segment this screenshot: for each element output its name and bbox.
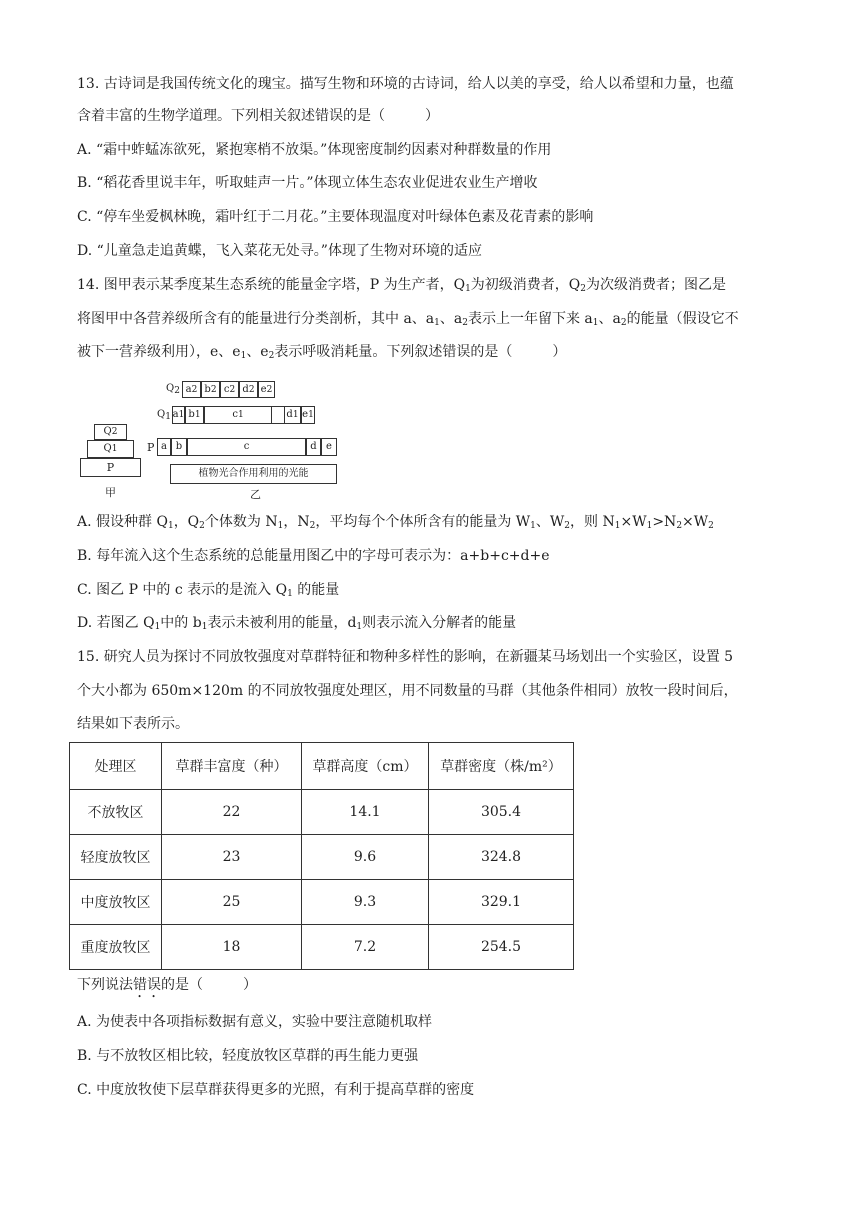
table-row — [70, 925, 574, 970]
q15-stem-line3: 结果如下表所示。 — [77, 716, 189, 732]
table-cell: 23 — [162, 835, 302, 880]
table-cell: 329.1 — [429, 880, 574, 925]
yi-p-b: b — [171, 438, 187, 456]
table-cell: 25 — [162, 880, 302, 925]
yi-q2-e2: e 2 — [258, 381, 275, 398]
q13-option-a: A. “霜中蚱蜢冻欲死，紧抱寒梢不放渠。”体现密度制约因素对种群数量的作用 — [77, 142, 552, 158]
table-header: 草群丰富度（种） — [162, 743, 302, 790]
q14-stem-line3: 被下一营养级利用），e、$e_1$、$e_2$表示呼吸消耗量。下列叙述错误的是（ ） — [77, 344, 567, 361]
q15-option-c: C. 中度放牧使下层草群获得更多的光照，有利于提高草群的密度 — [77, 1082, 475, 1098]
pyramid-q1: Q 1 — [87, 440, 134, 458]
pyramid-q2: Q 2 — [94, 424, 127, 440]
q13-stem-line2: 含着丰富的生物学道理。下列相关叙述错误的是（ ） — [77, 108, 439, 124]
q14-option-c: C. 图乙 P 中的 c 表示的是流入 $Q_1$ 的能量 — [77, 582, 340, 599]
table-cell: 18 — [162, 925, 302, 970]
table-header: 处理区 — [70, 743, 162, 790]
figure-yi-caption: 乙 — [250, 488, 261, 501]
q15-stem-line1: 15. 研究人员为探讨不同放牧强度对草群特征和物种多样性的影响，在新疆某马场划出一个实验区，设置 5 — [77, 649, 734, 665]
table-cell: 14.1 — [302, 790, 429, 835]
table-cell: 中度放牧区 — [70, 880, 162, 925]
q15-option-b: B. 与不放牧区相比较，轻度放牧区草群的再生能力更强 — [77, 1048, 419, 1064]
q13-option-b: B. “稻花香里说丰年，听取蛙声一片。”体现立体生态农业促进农业生产增收 — [77, 175, 538, 191]
q15-question: 下列说法错误的是（ ） — [77, 977, 257, 993]
table-row — [70, 790, 574, 835]
table-header: 草群密度（株/m²） — [429, 743, 574, 790]
table-cell: 轻度放牧区 — [70, 835, 162, 880]
yi-q2-label: $Q_2$ — [166, 383, 180, 396]
table-row — [70, 835, 574, 880]
q14-stem-line1: 14. 图甲表示某季度某生态系统的能量金字塔，P 为生产者，$Q_1$为初级消费者，$Q_2$为次级消费者；图乙是 — [77, 277, 727, 294]
table-cell: 324.8 — [429, 835, 574, 880]
yi-q1-d1: d 1 — [284, 406, 301, 424]
emphasis-wrong: 错误 — [133, 977, 161, 993]
q14-option-d: D. 若图乙 $Q_1$中的 $b_1$表示未被利用的能量，$d_1$则表示流入分解者的能量 — [77, 615, 517, 632]
q14-option-b: B. 每年流入这个生态系统的总能量用图乙中的字母可表示为：a+b+c+d+e — [77, 548, 550, 564]
yi-q2-d2: d 2 — [239, 381, 258, 398]
table-cell: 254.5 — [429, 925, 574, 970]
table-cell: 重度放牧区 — [70, 925, 162, 970]
q14-stem-line2: 将图甲中各营养级所含有的能量进行分类剖析，其中 a、$a_1$、$a_2$表示上一年留下来 $a_1$、$a_2$的能量（假设它不 — [77, 311, 739, 328]
table-cell: 不放牧区 — [70, 790, 162, 835]
yi-p-e: e — [321, 438, 337, 456]
table-header: 草群高度（cm） — [302, 743, 429, 790]
yi-q1-gap — [272, 406, 284, 424]
pyramid-p: P — [80, 458, 141, 477]
q14-option-a: A. 假设种群 $Q_1$，$Q_2$个体数为 $N_1$，$N_2$，平均每个个体所含有的能量为 $W_1$、$W_2$，则 $N_1\times W_1>N_2\times W_2$ — [77, 514, 714, 531]
table-cell: 7.2 — [302, 925, 429, 970]
table-row — [70, 880, 574, 925]
q15-option-a: A. 为使表中各项指标数据有意义，实验中要注意随机取样 — [77, 1014, 433, 1030]
figure-jia-caption: 甲 — [105, 486, 116, 499]
q13-stem-line1: 13. 古诗词是我国传统文化的瑰宝。描写生物和环境的古诗词，给人以美的享受，给人以希望和力量，也蕴 — [77, 76, 734, 92]
yi-q2-b2: b 2 — [201, 381, 220, 398]
q13-option-d: D. “儿童急走追黄蝶，飞入菜花无处寻。”体现了生物对环境的适应 — [77, 243, 482, 259]
yi-base-light-energy: 植物光合作用利用的光能 — [170, 464, 337, 484]
table-cell: 9.6 — [302, 835, 429, 880]
yi-q1-e1: e 1 — [301, 406, 315, 424]
yi-p-d: d — [306, 438, 321, 456]
yi-q2-a2: a 2 — [182, 381, 201, 398]
table-header-row — [70, 743, 574, 790]
grazing-data-table — [69, 742, 574, 970]
table-cell: 9.3 — [302, 880, 429, 925]
q15-stem-line2: 个大小都为 650m×120m 的不同放牧强度处理区，用不同数量的马群（其他条件相同）放牧一段时间后， — [77, 683, 738, 699]
yi-q1-c1: c 1 — [204, 406, 272, 424]
table-cell: 305.4 — [429, 790, 574, 835]
yi-p-c: c — [187, 438, 306, 456]
yi-q1-a1: a 1 — [172, 406, 185, 424]
yi-q1-b1: b 1 — [185, 406, 204, 424]
yi-q2-c2: c 2 — [220, 381, 239, 398]
table-cell: 22 — [162, 790, 302, 835]
yi-p-a: a — [157, 438, 171, 456]
yi-q1-label: $Q_1$ — [157, 409, 171, 422]
q13-option-c: C. “停车坐爱枫林晚，霜叶红于二月花。”主要体现温度对叶绿体色素及花青素的影响 — [77, 209, 594, 225]
yi-p-label: P — [147, 441, 155, 454]
